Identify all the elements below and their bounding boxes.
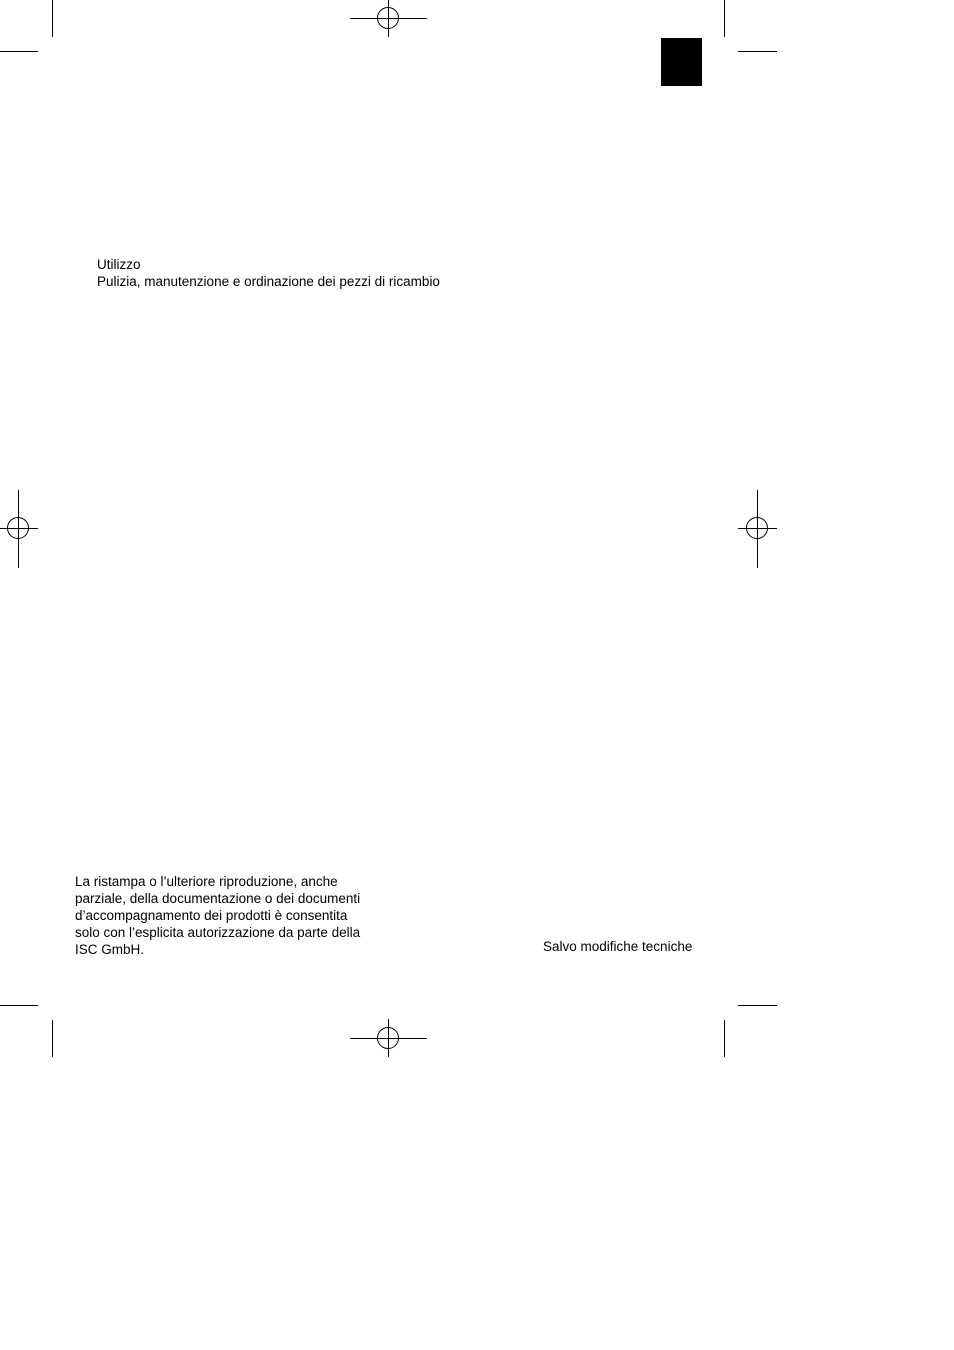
copyright-line: La ristampa o l’ulteriore riproduzione, anche xyxy=(75,874,338,889)
crop-mark xyxy=(52,0,53,37)
copyright-line: solo con l’esplicita autorizzazione da parte della xyxy=(75,925,361,940)
crop-mark xyxy=(724,1020,725,1057)
tech-changes-note: Salvo modifiche tecniche xyxy=(543,939,693,954)
crop-mark xyxy=(738,1005,777,1006)
copyright-line: d’accompagnamento dei prodotti è consentita xyxy=(75,908,348,923)
copyright-line: ISC GmbH. xyxy=(75,942,145,957)
crop-mark xyxy=(0,1005,38,1006)
crop-mark xyxy=(724,0,725,37)
crop-mark xyxy=(738,51,777,52)
registration-mark-bottom xyxy=(377,1027,399,1049)
language-tab xyxy=(661,38,702,86)
registration-mark-left xyxy=(7,517,29,539)
crop-mark xyxy=(52,1020,53,1057)
registration-mark-top xyxy=(377,7,399,29)
section-title-usage: Utilizzo xyxy=(97,257,141,272)
crop-mark xyxy=(0,51,38,52)
copyright-notice xyxy=(75,873,360,958)
copyright-line: parziale, della documentazione o dei documenti xyxy=(75,891,361,906)
registration-mark-right xyxy=(746,517,768,539)
section-titles xyxy=(97,256,440,290)
section-title-maintenance: Pulizia, manutenzione e ordinazione dei pezzi di ricambio xyxy=(97,274,440,289)
